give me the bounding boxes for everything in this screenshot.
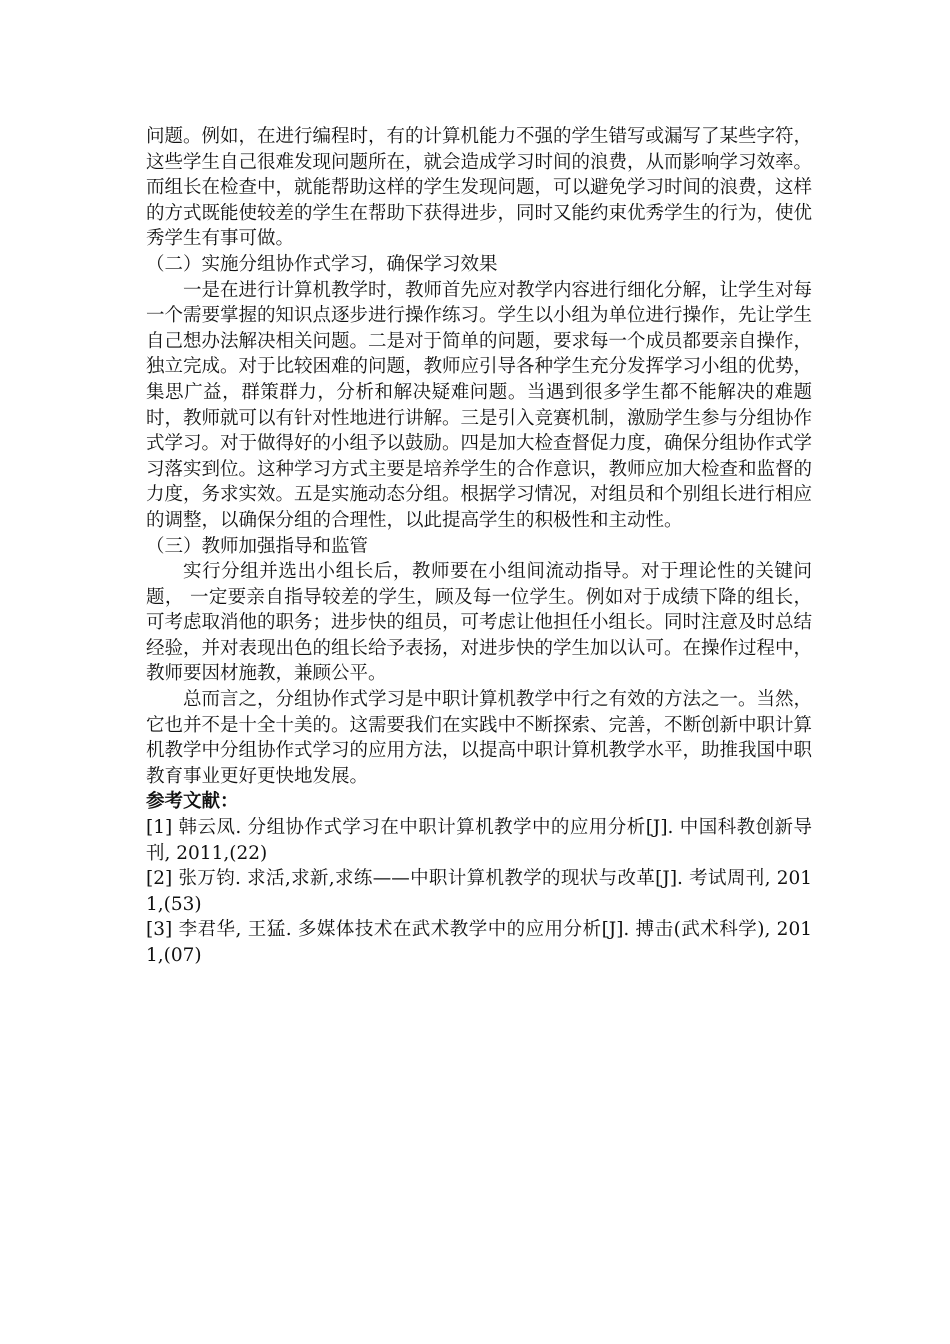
paragraph-section-2: 一是在进行计算机教学时，教师首先应对教学内容进行细化分解，让学生对每一个需要掌握的知识点逐步进行操作练习。学生以小组为单位进行操作，先让学生自己想办法解决相关问题。二是对于简单的问题，要求每一个成员都要亲自操作，独立完成。对于比较困难的问题，教师应引导各种学生充分发挥学习小组的优势，集思广益，群策群力，分析和解决疑难问题。当遇到很多学生都不能解决的难题时，教师就可以有针对性地进行讲解。三是引入竞赛机制，激励学生参与分组协作式学习。对于做得好的小组予以鼓励。四是加大检查督促力度，确保分组协作式学习落实到位。这种学习方式主要是培养学生的合作意识，教师应加大检查和监督的力度，务求实效。五是实施动态分组。根据学习情况，对组员和个别组长进行相应的调整，以确保分组的合理性，以此提高学生的积极性和主动性。	[146, 279, 813, 531]
reference-item-2: [2] 张万钧. 求活,求新,求练——中职计算机教学的现状与改革[J]. 考试周刊, 2011,(53)	[146, 868, 812, 915]
section-heading-2: （二）实施分组协作式学习，确保学习效果	[146, 253, 498, 275]
references-section	[146, 789, 812, 968]
reference-item-3: [3] 李君华, 王猛. 多媒体技术在武术教学中的应用分析[J]. 搏击(武术科学), 2011,(07)	[146, 919, 812, 966]
section-heading-3: （三）教师加强指导和监管	[146, 535, 369, 557]
paragraph-intro: 问题。例如，在进行编程时，有的计算机能力不强的学生错写或漏写了某些字符，这些学生自己很难发现问题所在，就会造成学习时间的浪费，从而影响学习效率。而组长在检查中，就能帮助这样的学生发现问题，可以避免学习时间的浪费，这样的方式既能使较差的学生在帮助下获得进步，同时又能约束优秀学生的行为，使优秀学生有事可做。	[146, 126, 813, 250]
paragraph-conclusion: 总而言之，分组协作式学习是中职计算机教学中行之有效的方法之一。当然，它也并不是十全十美的。这需要我们在实践中不断探索、完善，不断创新中职计算机教学中分组协作式学习的应用方法，以提高中职计算机教学水平，助推我国中职教育事业更好更快地发展。	[146, 689, 813, 787]
paragraph-section-3: 实行分组并选出小组长后，教师要在小组间流动指导。对于理论性的关键问题， 一定要亲自指导较差的学生，顾及每一位学生。例如对于成绩下降的组长，可考虑取消他的职务；进步快的组员，可考虑让他担任小组长。同时注意及时总结经验，并对表现出色的组长给予表扬，对进步快的学生加以认可。在操作过程中，教师要因材施教，兼顾公平。	[146, 561, 813, 685]
document-page	[146, 124, 812, 969]
reference-item-1: [1] 韩云凤. 分组协作式学习在中职计算机教学中的应用分析[J]. 中国科教创新导刊, 2011,(22)	[146, 817, 812, 864]
references-title: 参考文献：	[146, 791, 239, 813]
